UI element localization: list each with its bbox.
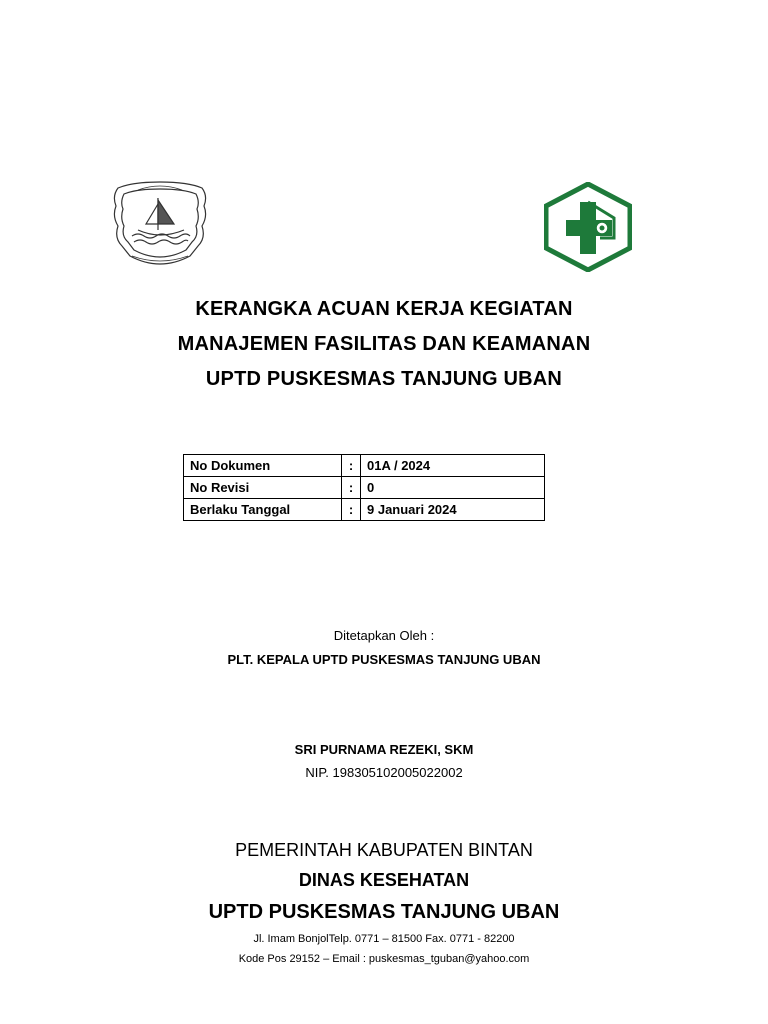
- row-label: Berlaku Tanggal: [184, 499, 342, 521]
- organization-heading: UPTD PUSKESMAS TANJUNG UBAN: [208, 901, 560, 923]
- row-value: 9 Januari 2024: [361, 499, 545, 521]
- row-separator: :: [342, 499, 361, 521]
- row-separator: :: [342, 477, 361, 499]
- signer-name: SRI PURNAMA REZEKI, SKM: [294, 742, 474, 757]
- approval-title: PLT. KEPALA UPTD PUSKESMAS TANJUNG UBAN: [227, 652, 541, 667]
- document-title-line-1: KERANGKA ACUAN KERJA KEGIATAN: [195, 298, 573, 320]
- puskesmas-cross-icon: [544, 182, 632, 272]
- approval-label: Ditetapkan Oleh :: [333, 628, 435, 643]
- row-separator: :: [342, 455, 361, 477]
- signer-nip: NIP. 198305102005022002: [305, 765, 463, 780]
- table-row: [184, 477, 545, 499]
- document-title-line-3: UPTD PUSKESMAS TANJUNG UBAN: [205, 368, 563, 390]
- table-row: [184, 499, 545, 521]
- row-label: No Revisi: [184, 477, 342, 499]
- document-title-line-2: MANAJEMEN FASILITAS DAN KEAMANAN: [177, 333, 591, 355]
- address-line-1: Jl. Imam BonjolTelp. 0771 – 81500 Fax. 0771 - 82200: [253, 933, 515, 945]
- address-line-2: Kode Pos 29152 – Email : puskesmas_tguban@yahoo.com: [238, 953, 530, 965]
- row-value: 01A / 2024: [361, 455, 545, 477]
- row-value: 0: [361, 477, 545, 499]
- row-label: No Dokumen: [184, 455, 342, 477]
- regency-emblem-icon: [108, 176, 212, 272]
- document-info-table: [183, 454, 545, 521]
- table-row: [184, 455, 545, 477]
- government-heading: PEMERINTAH KABUPATEN BINTAN: [235, 840, 533, 860]
- department-heading: DINAS KESEHATAN: [298, 870, 470, 890]
